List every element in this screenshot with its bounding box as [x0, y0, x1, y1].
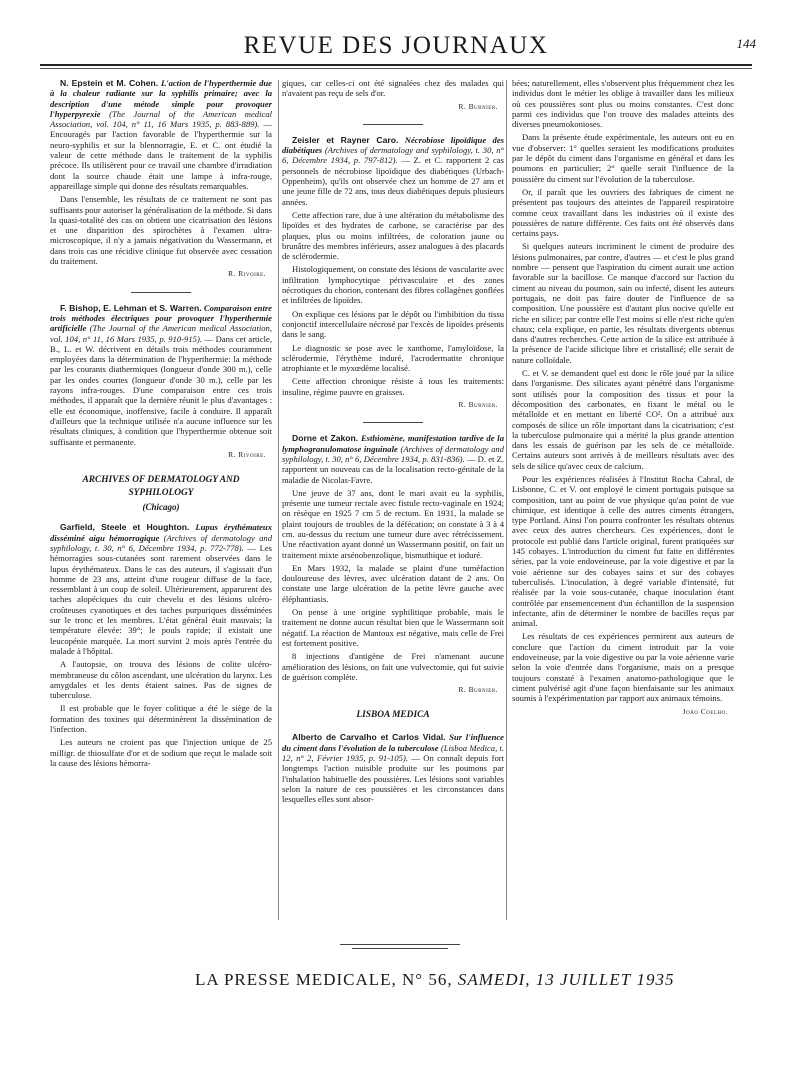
article-source: (The Journal of the American medical Association, vol. 104, n° 11, 16 Mars 1935, p. 883-889).	[50, 108, 272, 130]
article-text: — D. et Z. rapportent un nouveau cas de la localisation recto-génitale de la maladie de Nicolas-Favre.	[282, 453, 504, 485]
footer-journal: LA PRESSE MEDICALE,	[195, 970, 397, 989]
article-signature: R. Burnier.	[458, 400, 498, 410]
article-signature: João Coelho.	[682, 706, 728, 716]
footer-year: 1935	[636, 970, 675, 989]
separator-rule	[363, 422, 423, 423]
footer-issue: N° 56,	[402, 970, 453, 989]
column-divider	[506, 80, 507, 920]
article-paragraph: A l'autopsie, on trouva des lésions de colite ulcéro-membraneuse du côlon ascendant, une ulcération du larynx. Les amygdales et les dents étaient saines. Pas de signes de tuberculose.	[50, 659, 272, 701]
column-3	[512, 78, 734, 724]
page-footer	[195, 970, 715, 990]
article-signature: R. Burnier.	[458, 101, 498, 111]
article-carvalho-vidal	[282, 732, 504, 804]
column-divider	[278, 80, 279, 920]
section-heading: LISBOA MEDICA	[356, 710, 430, 721]
article-paragraph: En Mars 1932, la malade se plaint d'une tuméfaction douloureuse des lèvres, avec ulcération datant de 2 ans. On constate une large ulcération de la petite lèvre gauche avec éléphantiasis.	[282, 562, 504, 604]
page-header	[40, 28, 756, 66]
article-title: L'action de l'hyperthermie due à la chaleur radiante sur la syphilis primaire; avec la description d'une métode simple pour provoquer l'hyperpyrexie	[50, 78, 272, 119]
separator-rule	[363, 124, 423, 125]
article-title: Lupus érythémateux disséminé aigu hémorragique	[50, 522, 273, 543]
footer-date: 13 JUILLET	[535, 970, 632, 989]
article-zeisler-caro	[282, 135, 504, 207]
separator-rule	[131, 292, 191, 293]
footer-rule	[352, 948, 448, 949]
article-text: — Z. et C. rapportent 2 cas personnels de nécrobiose lipoïdique des diabétiques (Urbach-Oppenheim), qu'ils ont observée chez un homme de 27 ans et une jeune fille de 72 ans, tous deux diabétiques depuis plusieurs années.	[282, 155, 505, 207]
journal-section-title: REVUE DES JOURNAUX	[243, 32, 549, 59]
article-garfield	[50, 522, 272, 656]
article-paragraph: Il est probable que le foyer colitique a été le siège de la formation des toxines qui déterminèrent la dissémination de l'infection.	[50, 703, 272, 735]
article-paragraph: Dans la présente étude expérimentale, les auteurs ont eu en vue d'observer: 1° quelles seraient les modifications produites par le dépôt du ciment dans l'organisme en général et dans les poumons en particulier; 2° quelle serait l'influence de la poussière du ciment sur l'évolution de la tuberculose.	[512, 132, 734, 184]
article-title: Nécrobiose lipoïdique des diabétiques	[282, 134, 504, 156]
article-source: (The Journal of the American medical Association, vol. 104, n° 11, 16 Mars 1935, p. 910-915).	[50, 323, 272, 344]
article-authors: N. Epstein et M. Cohen.	[60, 78, 159, 88]
article-source: (Archives of dermatology and syphilology, t. 30, n° 6, Décembre 1934, p. 831-836).	[282, 443, 504, 464]
article-authors: Zeisler et Rayner Caro.	[292, 134, 399, 145]
article-paragraph: Or, il paraît que les ouvriers des fabriques de ciment ne présentent pas toujours des atteintes de l'appareil respiratoire comme ceux travaillant dans les industries où il existe des poussières de nature différente. Ces faits ont été observés dans certains pays.	[512, 186, 734, 239]
article-bishop-lehman-warren	[50, 303, 272, 447]
article-text: — Encouragés par l'action favorable de l'hyperthermie sur la neuro-syphilis et sur la blennorragie, E. et C. ont étudié la valeur de cette méthode dans le traitement de la syphilis précoce. Ils utilisèrent pour ce travail une chambre d'irradiation dont la source chaude était une lampe à infra-rouge, appareillage simple qui donne des résultats remarquables.	[50, 119, 272, 191]
article-paragraph: C. et V. se demandent quel est donc le rôle joué par la silice dans l'organisme. Des silicates ayant pénétré dans l'organisme sont utilisés pour la composition des tissus et pour la décomposition des carbonates, en fixant le métal ou le métalloïde et en mettant en liberté CO². On a attribué aux composés de silice un rôle important dans la cicatrisation; c'est la tuberculose pulmonaire qui a mérité la plus grande attention dans les essais de guérison par les sels de ce métalloïde. Certains auteurs sont arrivés à de meilleurs résultats avec des sels de silice qu'avec ceux de calcium.	[512, 368, 734, 471]
column-1	[50, 78, 272, 771]
article-title: Comparaison entre trois méthodes électriques pour provoquer l'hyperthermie artificielle	[50, 302, 273, 334]
column-2	[282, 78, 504, 808]
article-source: (Archives of dermatology and syphilology, t. 30, n° 6, Décembre 1934, p. 772-778).	[50, 532, 273, 553]
article-paragraph: 8 injections d'antigène de Frei n'amenant aucune amélioration des lésions, on fait une vulvectomie, qui fut suivie de guérison complète.	[282, 651, 504, 682]
article-paragraph: giques, car celles-ci ont été signalées chez des malades qui n'avaient pas reçu de sels d'or.	[282, 78, 504, 99]
article-title: Sur l'influence du ciment dans l'évolution de la tuberculose	[282, 732, 504, 753]
section-heading: ARCHIVES OF DERMATOLOGY AND SYPHILOLOGY	[82, 475, 240, 499]
article-signature: R. Rivoire.	[228, 269, 266, 279]
article-authors: Garfield, Steele et Houghton.	[60, 522, 190, 533]
article-paragraph: Cette affection chronique résiste à tous les traitements: insuline, régime pauvre en graisses.	[282, 376, 504, 397]
footer-rule	[340, 944, 460, 945]
article-paragraph: Pour les expériences réalisées à l'Institut Rocha Cabral, de Lisbonne, C. et V. ont employé le ciment portugais puisque sa composition, tant au point de vue physique qu'au point de vue chimique, est identique à celle des autres ciments étrangers, type Portland. Ainsi l'on pourra confronter les résultats obtenus avec ceux des autres chercheurs. Ces expériences, dont le protocole est publié dans l'article original, furent pratiquées sur 145 cobayes. L'introduction du ciment fut faite en différentes séries, par la voie endoveineuse, par la voie digestive et par la voie aérienne sur des cobayes sains et sur des cobayes tuberculisés. L'inoculation, à degré variable d'intensité, fut réalisée par la voie sous-cutanée, chaque inoculation étant contrôlée par ensemencement d'un échantillon de la suspension infectante, afin de déterminer le nombre de bacilles reçus par animal.	[512, 473, 734, 629]
article-paragraph: Si quelques auteurs incriminent le ciment de produire des lésions pulmonaires, par contre, d'autres — et c'est le plus grand nombre — pensent que l'aspiration du ciment aurait une action favorable sur la bacillose. Ce manque d'accord sur l'action du ciment au niveau du poumon, sain ou infecté, disent les auteurs portugais, ne doit pas faire douter de l'influence de sa composition. Une poussière est d'autant plus nocive qu'elle est riche en silice; par contre elle l'est moins si elle n'est riche qu'en chaux; cela explique, en partie, les résultats divergents obtenus dans d'autres recherches. Cette action de la silice est attribuée à la présence de l'acide silicique libre et cristallisé; elle serait de nature colloïdale.	[512, 241, 734, 365]
article-epstein-cohen	[50, 78, 272, 191]
article-text: — Les hémorragies sous-cutanées sont rarement observées dans le lupus érythémateux. Dans le cas des auteurs, il s'agissait d'un homme de 23 ans, atteint d'une rougeur diffuse de la face, ressemblant à un coup de soleil. Ultérieurement, apparurent des taches alopéciques du cuir chevelu et des lésions ulcéro-croûteuses cyanotiques et des taches purpuriques disséminées sur le tronc et les membres. L'état général était mauvais; la température élevée: 39°; le pouls rapide; il existait une leucopénie marquée. La mort survint 2 mois après l'entrée du malade à l'hôpital.	[50, 542, 273, 656]
article-signature: R. Burnier.	[458, 685, 498, 695]
article-authors: Alberto de Carvalho et Carlos Vidal.	[292, 732, 446, 743]
article-text: — Dans cet article, B., L. et W. décrivent en détails trois méthodes couramment employées dans la détermination de l'hyperthermie: la méthode par les courants diathermiques (longueur d'onde 300 m.), celle par les ondes courtes (longueur d'onde 30 m.), celle par les rayons infra-rouges. D'une comparaison entre ces trois méthodes, il apparaît que la dernière réunit le plus d'avantages : elle est économique, inoffensive, facile à conduire. Il apparaît d'ailleurs que la technique utilisée n'a aucune influence sur les résultats cliniques, à condition que l'hyperthermie obtenue soit suffisante et permanente.	[50, 333, 273, 447]
article-paragraph: Cette affection rare, due à une altération du métabolisme des lipoïdes et des hydrates de carbone, se caractérise par des plaques, plus ou moins infiltrées, de coloration jaune ou brunâtre des membres inférieurs, assez analogues à des placards de sclérodermie.	[282, 209, 504, 262]
article-authors: F. Bishop, E. Lehman et S. Warren.	[60, 302, 202, 313]
article-source: (Lisboa Medica, t. 12, n° 2, Février 1935, p. 91-105).	[282, 742, 504, 764]
header-rule	[40, 68, 752, 69]
article-paragraph: On pense à une origine syphilitique probable, mais le traitement ne donne aucun résultat bien que le Wassermann soit négatif. La réaction de Mantoux est négative, mais celle de Frei est fortement positive.	[282, 607, 504, 648]
article-paragraph: Les résultats de ces expériences permirent aux auteurs de conclure que l'action du ciment introduit par la voie endoveineuse, par la voie digestive ou par la voie aérienne varie selon la voie d'entrée dans l'organisme, mais on a presque toujours constaté à l'examen anatomo-pathologique que le ciment pulvérisé agit d'une façon bienfaisante sur les animaux soumis à l'expérimentation par rapport aux animaux témoins.	[512, 631, 734, 704]
article-title: Esthiomène, manifestation tardive de la lymphogranulomatose inguinale	[282, 433, 504, 454]
section-subheading: (Chicago)	[142, 502, 180, 513]
article-paragraph: Le diagnostic se pose avec le xanthome, l'amyloïdose, la sclérodermie, l'érythème induré, l'acrodermatite chronique atrophiante et le myxœdème localisé.	[282, 342, 504, 374]
article-text: — On connaît depuis fort longtemps l'action nuisible produite sur les poumons par l'inhalation habituelle des poussières. Les lésions sont variables selon la nature de ces poussières et les circonstances dans lesquelles elles sont absor-	[282, 753, 504, 805]
article-paragraph: Dans l'ensemble, les résultats de ce traitement ne sont pas suffisants pour autoriser la généralisation de la méthode. Si dans la quasi-totalité des cas on obtient une cicatrisation des lésions et une disparition des spirochètes à l'examen ultra-microscopique, il n'y a jamais négativation du Wassermann, et dans trois cas une récidive clinique fut observée avec cessation du traitement.	[50, 194, 272, 267]
article-authors: Dorne et Zakon.	[292, 433, 359, 444]
page-number: 144	[736, 36, 756, 51]
article-paragraph: Une jeuve de 37 ans, dont le mari avait eu la syphilis, présente une tumeur rectale avec fistule recto-vaginale en 1924; on résèque en 1925 7 cm 5 de rectum. En 1931, la malade se plaint toujours de troubles de la défécation; on constate à 3 à 4 cm. au-dessus du rectum une tumeur dure avec rétrécissement. Une réactivation ayant donné un Wassermann positif, on fait un traitement mixte arsénobenzolique, bismuthique et ioduré.	[282, 487, 504, 560]
article-signature: R. Rivoire.	[228, 449, 266, 459]
article-paragraph: Histologiquement, on constate des lésions de vascularite avec infiltration lymphocytique périvasculaire et des zones nécrotiques du chorion, contenant des fibres collagènes gonflées et infiltrées de lipoïdes.	[282, 264, 504, 306]
article-paragraph: Les auteurs ne croient pas que l'injection unique de 25 milligr. de thiosulfate d'or et de sodium que reçut le malade soit la cause des lésions hémorra-	[50, 737, 272, 768]
footer-day: SAMEDI,	[457, 970, 531, 989]
article-paragraph: On explique ces lésions par le dépôt ou l'imbibition du tissu conjonctif intercellulaire nécrosé par l'excès de lipoïdes présents dans le sang.	[282, 308, 504, 340]
article-dorne-zakon	[282, 433, 504, 484]
article-paragraph: bées; naturellement, elles s'observent plus fréquemment chez les individus dont le métier les oblige à travailler dans les milieux où ces poussières sont plus ou moins constantes. C'est donc parmi ces individus que l'on trouve des malades atteints des diverses pneumokonioses.	[512, 78, 734, 130]
article-source: (Archives of dermatology and syphilology, t. 30, n° 6, Décembre 1934, p. 797-812).	[282, 145, 504, 166]
